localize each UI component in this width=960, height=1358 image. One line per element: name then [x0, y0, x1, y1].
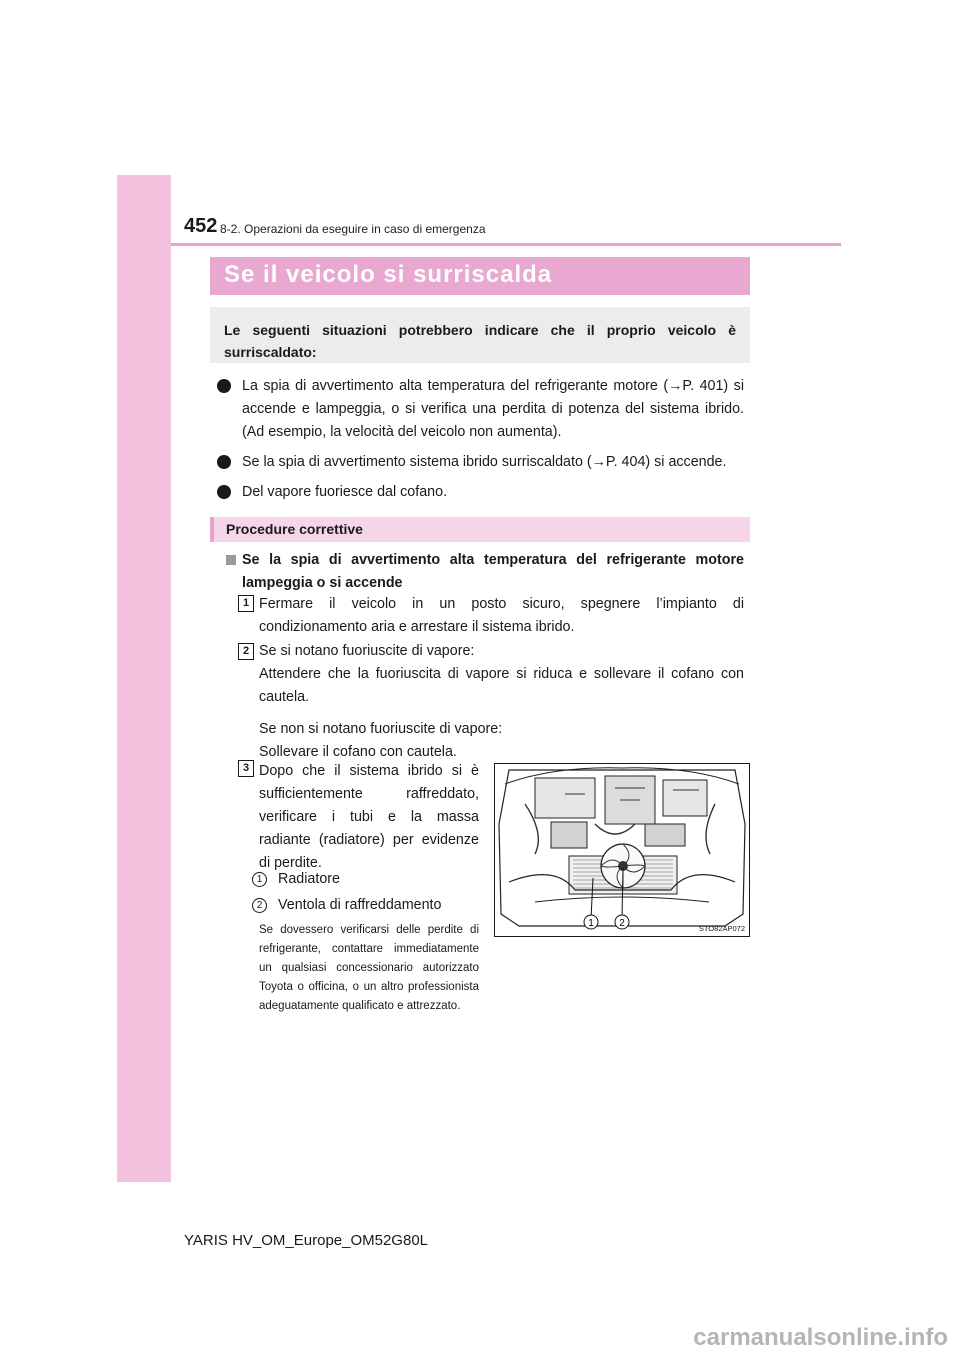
- sidebar-tab: [117, 175, 171, 1182]
- step-number-1: 1: [238, 595, 254, 612]
- section-title-bar: [210, 257, 750, 295]
- step-text-line: Se si notano fuoriuscite di vapore:: [259, 643, 475, 659]
- bullet-icon: [217, 455, 231, 469]
- intro-box: [210, 307, 750, 363]
- step-3-text: [259, 760, 479, 875]
- figure-code: STO82AP072: [698, 924, 745, 933]
- step-1-text: [259, 593, 744, 639]
- footer-text: YARIS HV_OM_Europe_OM52G80L: [184, 1232, 429, 1249]
- callout-number: 1: [252, 872, 267, 887]
- symptom-list: [210, 375, 744, 511]
- note-text: Se dovessero verificarsi delle perdite di refrigerante, contattare immediatamente un qualsiasi concessionario autorizzato Toyota o officina, o un altro professionista adeguatamente qualificato e attrezzato.: [259, 924, 479, 1012]
- legend-label: Ventola di raffreddamento: [278, 897, 442, 913]
- subheading: [226, 549, 744, 595]
- legend-label: Radiatore: [278, 871, 340, 887]
- step-text-line: Attendere che la fuoriuscita di vapore si riduca e sollevare il cofano con cautela.: [259, 666, 744, 705]
- list-item: [210, 481, 744, 504]
- step-number-2: 2: [238, 643, 254, 660]
- list-item: [210, 375, 744, 444]
- square-bullet-icon: [226, 555, 236, 565]
- callout-2-label: 2: [619, 918, 625, 929]
- engine-bay-figure: [494, 763, 750, 937]
- procedures-heading: Procedure correttive: [226, 521, 363, 537]
- section-title: Se il veicolo si surriscalda: [224, 261, 553, 288]
- procedures-heading-bar: [210, 517, 750, 542]
- bullet-icon: [217, 485, 231, 499]
- step-text: Dopo che il sistema ibrido si è sufficientemente raffreddato, verificare i tubi e la massa radiante (radiatore) per evidenze di perdite.: [259, 763, 479, 871]
- step-text-line: Sollevare il cofano con cautela.: [259, 744, 457, 760]
- list-item-text: Del vapore fuoriesce dal cofano.: [242, 484, 448, 500]
- step-number-3: 3: [238, 760, 254, 777]
- step-text: Fermare il veicolo in un posto sicuro, spegnere l’impianto di condizionamento aria e arrestare il sistema ibrido.: [259, 596, 744, 635]
- engine-bay-illustration: [495, 764, 749, 936]
- list-item-text: Se la spia di avvertimento sistema ibrido surriscaldato (→P. 404) si accende.: [242, 454, 727, 470]
- subheading-text: Se la spia di avvertimento alta temperatura del refrigerante motore lampeggia o si accende: [242, 552, 744, 591]
- list-item: [210, 451, 744, 474]
- step-2-text: [259, 640, 744, 764]
- page-number: 452: [184, 215, 218, 237]
- list-item-text: La spia di avvertimento alta temperatura del refrigerante motore (→P. 401) si accende e lampeggia, o si verifica una perdita di potenza del sistema ibrido. (Ad esempio, la velocità del veicolo non aumenta).: [242, 378, 744, 440]
- chapter-title: 8-2. Operazioni da eseguire in caso di emergenza: [220, 222, 486, 236]
- watermark: carmanualsonline.info: [693, 1324, 948, 1351]
- callout-number: 2: [252, 898, 267, 913]
- bullet-icon: [217, 379, 231, 393]
- intro-text: Le seguenti situazioni potrebbero indicare che il proprio veicolo è surriscaldato:: [224, 322, 736, 360]
- callout-1-label: 1: [588, 918, 594, 929]
- header-divider: [171, 243, 841, 246]
- step-text-line: Se non si notano fuoriuscite di vapore:: [259, 721, 503, 737]
